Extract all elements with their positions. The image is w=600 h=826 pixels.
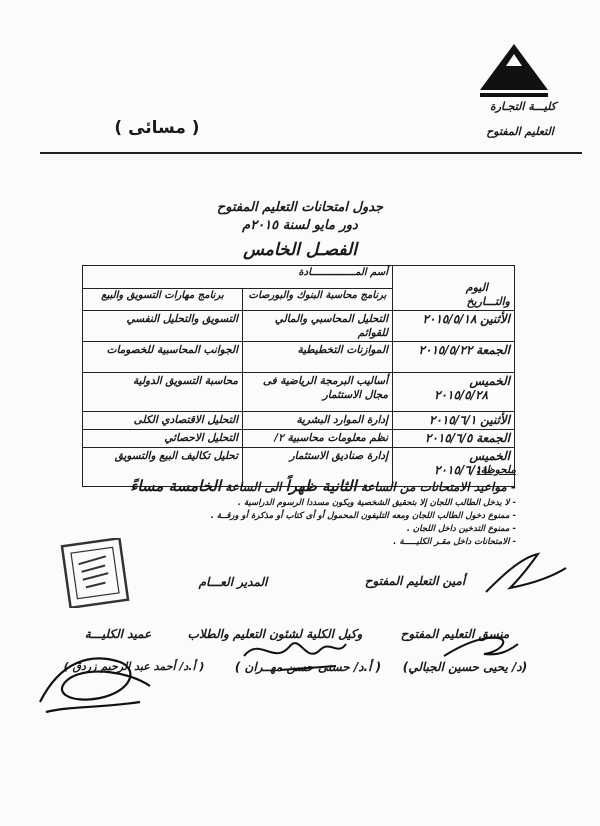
handwritten-signature [480, 548, 570, 598]
table-row [83, 311, 515, 342]
signature-vice-dean: وكيل الكلية لشئون التعليم والطلاب [187, 627, 363, 641]
vice-dean-name: ( أ.د/ حسنى حسن مهــران ) [234, 660, 382, 674]
coordinator-name: (د/ يحيى حسين الجبالي) [402, 660, 528, 674]
row-subject-marketing: محاسبة التسويق الدولية [83, 373, 243, 412]
list-item: - ممنوع دخول الطالب اللجان ومعه التليفون المحمول أو أى كتاب أو مذكرة أو ورقــة . [210, 511, 516, 521]
schedule-title: جدول امتحانات التعليم المفتوح [216, 200, 384, 215]
row-subject-banking: الموازنات التخطيطية [243, 342, 393, 373]
program-header-marketing: برنامج مهارات التسويق والبيع [83, 288, 243, 311]
semester-title: الفصـل الخامس [243, 240, 357, 260]
signature-open-ed-secretary: أمين التعليم المفتوح [364, 574, 466, 588]
row-day: الخميس [469, 374, 510, 388]
note-exam-time: - مواعيد الامتحانات من الساعة الثانية ظهراً الى الساعة الخامسة مساءً [130, 477, 516, 495]
row-date: ٢٠١٥/٥/١٨ [422, 312, 477, 326]
note-time-end: الخامسة مساءً [130, 477, 222, 495]
signature-coordinator: منسق التعليم المفتوح [400, 627, 510, 641]
pyramid-logo-icon [478, 40, 550, 102]
row-subject-marketing: التحليل الاحصائي [83, 430, 243, 448]
row-date: ٢٠١٥/٦/١ [429, 413, 477, 427]
table-row [83, 373, 515, 412]
row-date: ٢٠١٥/٥/٢٢ [418, 343, 473, 357]
official-stamp [60, 538, 130, 608]
session-label: ( مسائى ) [114, 118, 200, 138]
note-time-prefix: مواعيد الامتحانات من الساعة [360, 480, 507, 494]
row-subject-banking: إدارة صناديق الاستثمار [243, 448, 393, 487]
row-subject-marketing: التسويق والتحليل النفسي [83, 311, 243, 342]
notes-title: ملحوظة: [476, 464, 516, 476]
row-day: الجمعة [476, 431, 510, 445]
row-day: الجمعة [476, 343, 510, 357]
college-name: كليـــة التجـارة [489, 100, 557, 113]
program-name: التعليم المفتوح [486, 125, 554, 138]
row-subject-banking: إدارة الموارد البشرية [243, 412, 393, 430]
table-row [83, 342, 515, 373]
row-subject-marketing: تحليل تكاليف البيع والتسويق [83, 448, 243, 487]
row-date: ٢٠١٥/٦/١١ [434, 463, 488, 477]
list-item: - لا يدخل الطالب اللجان إلا بتحقيق الشخصية ويكون مسددا الرسوم الدراسية . [237, 498, 516, 508]
handwritten-signature [30, 642, 160, 718]
table-row [83, 412, 515, 430]
program-header-banking: برنامج محاسبة البنوك والبورصات [243, 288, 393, 311]
row-date: ٢٠١٥/٥/٢٨ [434, 388, 488, 402]
subject-header: أسم المـــــــــــــــادة [83, 266, 393, 289]
row-subject-banking: نظم معلومات محاسبية ٢/ [243, 430, 393, 448]
row-day: الأثنين [480, 413, 510, 427]
list-item: - ممنوع التدخين داخل اللجان . [406, 524, 516, 534]
schedule-table [82, 265, 515, 487]
signature-general-manager: المدير العـــام [198, 575, 268, 589]
row-subject-marketing: الجوانب المحاسبية للخصومات [83, 342, 243, 373]
row-date: ٢٠١٥/٦/٥ [425, 431, 473, 445]
row-subject-banking: التحليل المحاسبي والمالي للقوائم [243, 311, 393, 342]
row-subject-banking: أساليب البرمجة الرياضية فى مجال الاستثمار [243, 373, 393, 412]
note-time-mid: الى الساعة [225, 480, 282, 494]
session-year: دور مايو لسنة ٢٠١٥م [242, 218, 358, 233]
note-time-start: الثانية ظهراً [285, 477, 357, 495]
list-item: - الامتحانات داخل مقـر الكليـــــة . [393, 537, 516, 547]
row-subject-marketing: التحليل الاقتصادي الكلى [83, 412, 243, 430]
signature-dean: عميد الكليـــة [84, 627, 152, 641]
header-divider [40, 152, 582, 154]
dean-name: ( أ.د/ أحمد عبد الرحيم زردق ) [63, 660, 205, 673]
table-row [83, 430, 515, 448]
day-date-header: اليوم والتـــاريخ [393, 266, 515, 311]
row-day: الخميس [469, 449, 510, 463]
notes-list [120, 476, 516, 549]
table-header-row [83, 266, 515, 289]
row-day: الأثنين [480, 312, 510, 326]
